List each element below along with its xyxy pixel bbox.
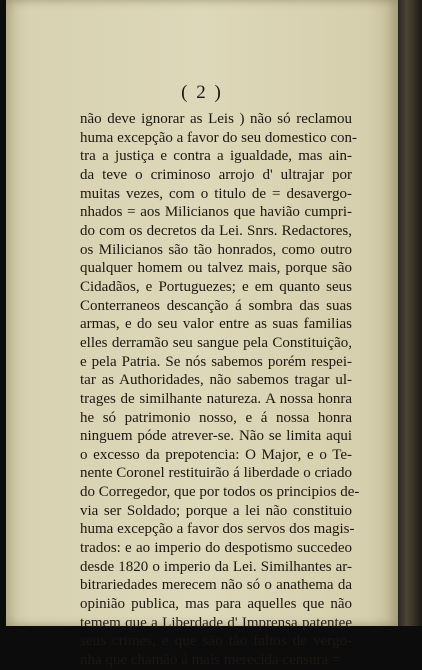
- text-line: armas, e do seu valor entre as suas familias: [80, 316, 352, 333]
- text-line: temem que a Liberdade d' Imprensa patentee: [80, 614, 352, 631]
- text-line: bitrariedades merecem não só o anathema da: [80, 577, 352, 594]
- text-line: desde 1820 o imperio da Lei. Similhantes ar-: [80, 558, 352, 575]
- book-page: [6, 0, 398, 669]
- text-line: qualquer homem ou talvez mais, porque são: [80, 260, 352, 277]
- text-line: via ser Soldado; porque a lei não constituio: [80, 502, 352, 519]
- body-text: [80, 110, 360, 670]
- text-line: huma excepção a favor dos servos dos magis-: [80, 521, 355, 538]
- text-line: Conterraneos descanção á sombra das suas: [80, 297, 352, 314]
- text-line: he só patrimonio nosso, e á nossa honra: [80, 409, 352, 426]
- text-line: tar as Authoridades, não sabemos tragar ul-: [80, 372, 352, 389]
- text-line: o excesso da prepotencia: O Major, e o Te-: [80, 446, 352, 463]
- text-line: tra a justiça e contra a igualdade, mas ain-: [80, 148, 352, 165]
- text-line: ninguem póde atrever-se. Não se limita aqui: [80, 428, 352, 445]
- page-number: ( 2 ): [181, 82, 223, 103]
- book-binding: [398, 0, 422, 626]
- text-line: os Milicianos são tão honrados, como outro: [80, 241, 352, 258]
- text-line: muitas vezes, com o titulo de = desavergo-: [80, 185, 352, 202]
- text-line: huma excepção a favor do seu domestico con-: [80, 129, 357, 146]
- text-line: nhados = aos Milicianos que havião cumpri-: [80, 204, 352, 221]
- text-line: seus crimes, e que são tão faltos de vergo-: [80, 633, 352, 650]
- text-line: Cidadãos, e Portuguezes; e em quanto seus: [80, 278, 352, 295]
- text-line: do Corregedor, que por todos os principios de-: [80, 484, 360, 501]
- text-line: do com os decretos da Lei. Snrs. Redactores,: [80, 222, 352, 239]
- text-line: opinião publica, mas para aquelles que não: [80, 596, 352, 613]
- text-line: nha que chamão á mais merecida censura =: [80, 652, 341, 669]
- text-line: nente Coronel restituirão á liberdade o criado: [80, 465, 352, 482]
- text-line: trados: e ao imperio do despotismo succedeo: [80, 540, 352, 557]
- text-line: trages de similhante natureza. A nossa honra: [80, 390, 352, 407]
- text-line: elles derramão seu sangue pela Constituição,: [80, 334, 352, 351]
- text-line: não deve ignorar as Leis ) não só reclamou: [80, 111, 352, 127]
- text-line: da teve o criminoso arrojo d' ultrajar por: [80, 166, 352, 183]
- text-line: e pela Patria. Se nós sabemos porém respei-: [80, 353, 352, 370]
